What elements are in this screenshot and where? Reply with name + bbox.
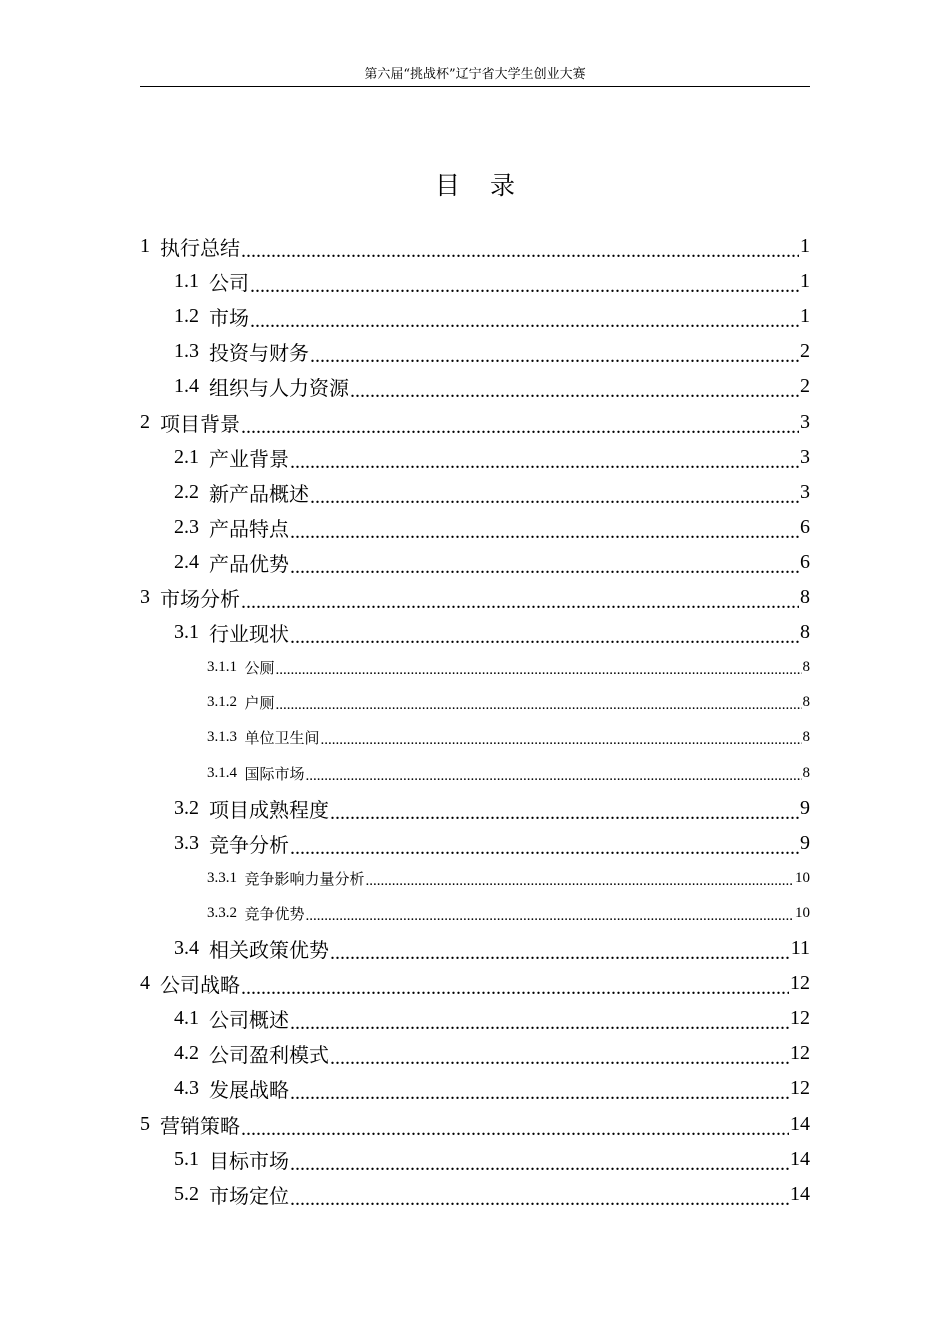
toc-dot-leader	[290, 1153, 789, 1176]
toc-entry-heading	[140, 408, 240, 437]
toc-entry[interactable]	[207, 685, 810, 720]
toc-dot-leader	[290, 451, 799, 474]
toc-entry-label: 新产品概述	[209, 483, 309, 506]
toc-entry-number: 3.1	[174, 621, 199, 644]
toc-dot-leader	[350, 380, 799, 403]
toc-entry-label: 投资与财务	[209, 343, 309, 366]
toc-entry[interactable]	[174, 475, 810, 510]
toc-entry[interactable]	[174, 510, 810, 545]
toc-entry-heading	[140, 232, 240, 261]
toc-entry-page-number: 14	[790, 1112, 810, 1135]
toc-entry-heading	[174, 934, 329, 963]
toc-entry[interactable]	[140, 229, 810, 264]
toc-dot-leader	[306, 768, 802, 785]
toc-entry-page-number: 9	[800, 831, 810, 854]
toc-entry-heading	[174, 829, 289, 858]
toc-entry-number: 4.3	[174, 1077, 199, 1100]
toc-entry[interactable]	[174, 440, 810, 475]
toc-entry-number: 3.2	[174, 796, 199, 819]
toc-entry-heading	[174, 618, 289, 647]
toc-dot-leader	[290, 626, 799, 649]
toc-entry-number: 2.4	[174, 550, 199, 573]
toc-dot-leader	[241, 240, 799, 263]
toc-entry-page-number: 1	[800, 270, 810, 293]
toc-entry-label: 市场分析	[160, 587, 240, 611]
toc-entry-label: 营销策略	[160, 1113, 240, 1138]
toc-entry[interactable]	[140, 405, 810, 440]
toc-entry-page-number: 3	[800, 480, 810, 503]
header-rule	[140, 86, 810, 87]
toc-entry-number: 5.1	[174, 1147, 199, 1170]
toc-entry-page-number: 10	[795, 904, 810, 921]
toc-entry-label: 公司概述	[209, 1010, 289, 1033]
toc-entry-number: 3.1.1	[207, 659, 237, 676]
toc-entry-label: 公司	[209, 273, 249, 296]
toc-entry-label: 竞争优势	[244, 906, 305, 923]
toc-entry-number: 4.2	[174, 1042, 199, 1065]
toc-entry-number: 3.3.2	[207, 904, 237, 921]
toc-entry-page-number: 14	[790, 1182, 810, 1205]
toc-entry-heading	[174, 478, 309, 507]
toc-entry-heading	[207, 727, 320, 748]
toc-entry[interactable]	[174, 615, 810, 650]
toc-entry-label: 单位卫生间	[244, 731, 320, 748]
toc-dot-leader	[290, 521, 799, 544]
toc-entry-page-number: 12	[790, 972, 810, 995]
toc-entry-page-number: 2	[800, 375, 810, 398]
toc-dot-leader	[330, 802, 799, 825]
toc-entry-label: 产品优势	[209, 553, 289, 576]
toc-entry-heading	[174, 1145, 289, 1174]
toc-entry-page-number: 10	[795, 869, 810, 886]
toc-title	[0, 168, 950, 204]
toc-entry[interactable]	[207, 896, 810, 931]
toc-entry-heading	[174, 1074, 289, 1103]
toc-entry-number: 1.1	[174, 270, 199, 293]
toc-entry-heading	[140, 969, 240, 998]
toc-entry-page-number: 14	[790, 1147, 810, 1170]
toc-entry-number: 1.4	[174, 375, 199, 398]
toc-entry-page-number: 8	[802, 694, 810, 711]
toc-dot-leader	[330, 942, 790, 965]
toc-entry[interactable]	[207, 720, 810, 755]
toc-entry-heading	[207, 763, 305, 784]
toc-entry[interactable]	[174, 545, 810, 580]
toc-title-char-1: 目	[434, 171, 460, 200]
toc-entry-page-number: 8	[800, 621, 810, 644]
toc-dot-leader	[276, 697, 802, 714]
toc-entry-heading	[207, 657, 275, 678]
toc-entry-heading	[174, 1039, 329, 1068]
toc-entry-label: 相关政策优势	[209, 940, 329, 962]
toc-entry-page-number: 2	[800, 340, 810, 363]
toc-entry[interactable]	[174, 264, 810, 299]
toc-entry-label: 行业现状	[209, 624, 289, 647]
toc-entry[interactable]	[174, 1142, 810, 1177]
toc-entry[interactable]	[207, 650, 810, 685]
toc-dot-leader	[310, 345, 799, 368]
toc-entry-page-number: 1	[800, 305, 810, 328]
toc-entry-number: 3	[140, 586, 150, 608]
toc-entry-label: 目标市场	[209, 1150, 289, 1173]
toc-entry-number: 3.1.2	[207, 694, 237, 711]
toc-dot-leader	[241, 977, 789, 1000]
toc-dot-leader	[306, 908, 794, 925]
toc-entry-label: 发展战略	[209, 1080, 289, 1103]
toc-dot-leader	[241, 1118, 789, 1141]
running-header: 第六届“挑战杯”辽宁省大学生创业大赛	[364, 67, 586, 82]
toc-entry[interactable]	[174, 791, 810, 826]
toc-entry-number: 3.3.1	[207, 869, 237, 886]
toc-entry-page-number: 8	[800, 586, 810, 608]
toc-entry-page-number: 12	[790, 1042, 810, 1065]
toc-entry-label: 公司战略	[160, 973, 240, 998]
toc-entry-page-number: 8	[802, 659, 810, 676]
toc-entry-number: 5	[140, 1112, 150, 1135]
toc-entry-label: 竞争分析	[209, 834, 289, 857]
toc-entry-number: 3.4	[174, 937, 199, 959]
toc-entry-label: 组织与人力资源	[209, 378, 349, 401]
toc-title-char-2: 录	[490, 171, 516, 200]
toc-entry-label: 市场定位	[209, 1185, 289, 1208]
toc-entry[interactable]	[140, 580, 810, 615]
toc-entry-heading	[174, 337, 309, 366]
toc-entry-label: 竞争影响力量分析	[244, 871, 365, 888]
toc-entry-number: 1.2	[174, 305, 199, 328]
toc-entry-page-number: 1	[800, 235, 810, 257]
toc-entry-label: 公司盈利模式	[209, 1045, 329, 1068]
toc-entry-heading	[174, 443, 289, 472]
toc-entry[interactable]	[174, 1036, 810, 1071]
toc-entry-number: 3.3	[174, 831, 199, 854]
toc-entry-label: 项目背景	[160, 411, 240, 436]
toc-entry[interactable]	[174, 299, 810, 334]
toc-entry-page-number: 8	[802, 729, 810, 746]
toc-entry-page-number: 11	[790, 937, 810, 959]
toc-dot-leader	[290, 1012, 789, 1035]
toc-dot-leader	[321, 732, 802, 749]
toc-dot-leader	[250, 275, 799, 298]
toc-entry[interactable]	[174, 1177, 810, 1212]
toc-entry-label: 公厕	[244, 661, 275, 678]
toc-entry[interactable]	[174, 369, 810, 404]
toc-dot-leader	[290, 1082, 789, 1105]
toc-entry-heading	[174, 302, 249, 331]
toc-entry-number: 2.1	[174, 445, 199, 468]
toc-entry-page-number: 3	[800, 410, 810, 433]
toc-dot-leader	[290, 837, 799, 860]
toc-dot-leader	[290, 1188, 789, 1211]
toc-entry-number: 2	[140, 410, 150, 433]
toc-dot-leader	[310, 486, 799, 509]
toc-entry-number: 1	[140, 235, 150, 257]
toc-dot-leader	[241, 416, 799, 439]
toc-entry-number: 3.1.4	[207, 764, 237, 781]
toc-entry-heading	[207, 903, 305, 924]
toc-entry-heading	[174, 794, 329, 823]
toc-entry-heading	[174, 513, 289, 542]
toc-dot-leader	[241, 591, 799, 614]
toc-dot-leader	[366, 873, 794, 890]
toc-entry-page-number: 9	[800, 796, 810, 819]
toc-entry-heading	[207, 692, 275, 713]
toc-entry-heading	[140, 1110, 240, 1139]
toc-entry-page-number: 12	[790, 1077, 810, 1100]
toc-entry-label: 市场	[209, 308, 249, 331]
toc-entry-heading	[174, 548, 289, 577]
toc-entry[interactable]	[174, 334, 810, 369]
toc-entry-heading	[207, 868, 365, 889]
toc-entry-heading	[140, 583, 240, 612]
toc-entry-number: 2.3	[174, 515, 199, 538]
toc-entry-page-number: 6	[800, 550, 810, 573]
toc-entry-heading	[174, 1004, 289, 1033]
toc-dot-leader	[250, 310, 799, 333]
toc-entry-label: 执行总结	[160, 236, 240, 260]
toc-entry-number: 4	[140, 972, 150, 995]
toc-dot-leader	[276, 662, 802, 679]
toc-entry-heading	[174, 1180, 289, 1209]
toc-entry-number: 5.2	[174, 1182, 199, 1205]
toc-entry[interactable]	[207, 756, 810, 791]
toc-entry[interactable]	[174, 931, 810, 966]
toc-entry-number: 1.3	[174, 340, 199, 363]
toc-entry-page-number: 12	[790, 1007, 810, 1030]
toc-entry[interactable]	[140, 966, 810, 1001]
toc-entry-number: 3.1.3	[207, 729, 237, 746]
toc-entry-number: 4.1	[174, 1007, 199, 1030]
toc-dot-leader	[290, 556, 799, 579]
toc-entry-page-number: 8	[802, 764, 810, 781]
toc-dot-leader	[330, 1047, 789, 1070]
toc-entry-label: 户厕	[244, 696, 275, 713]
toc-entry-label: 产业背景	[209, 448, 289, 471]
toc-entry[interactable]	[140, 1107, 810, 1142]
toc-entry-heading	[174, 372, 349, 401]
toc-entry-label: 项目成熟程度	[209, 799, 329, 822]
toc-entry-page-number: 6	[800, 515, 810, 538]
toc-entry[interactable]	[174, 826, 810, 861]
toc-entry[interactable]	[174, 1001, 810, 1036]
toc-entry-label: 产品特点	[209, 518, 289, 541]
toc-entry-number: 2.2	[174, 480, 199, 503]
toc-entry-page-number: 3	[800, 445, 810, 468]
toc-entry[interactable]	[207, 861, 810, 896]
toc-entry-heading	[174, 267, 249, 296]
toc-entry[interactable]	[174, 1071, 810, 1106]
toc-entry-label: 国际市场	[244, 766, 305, 783]
